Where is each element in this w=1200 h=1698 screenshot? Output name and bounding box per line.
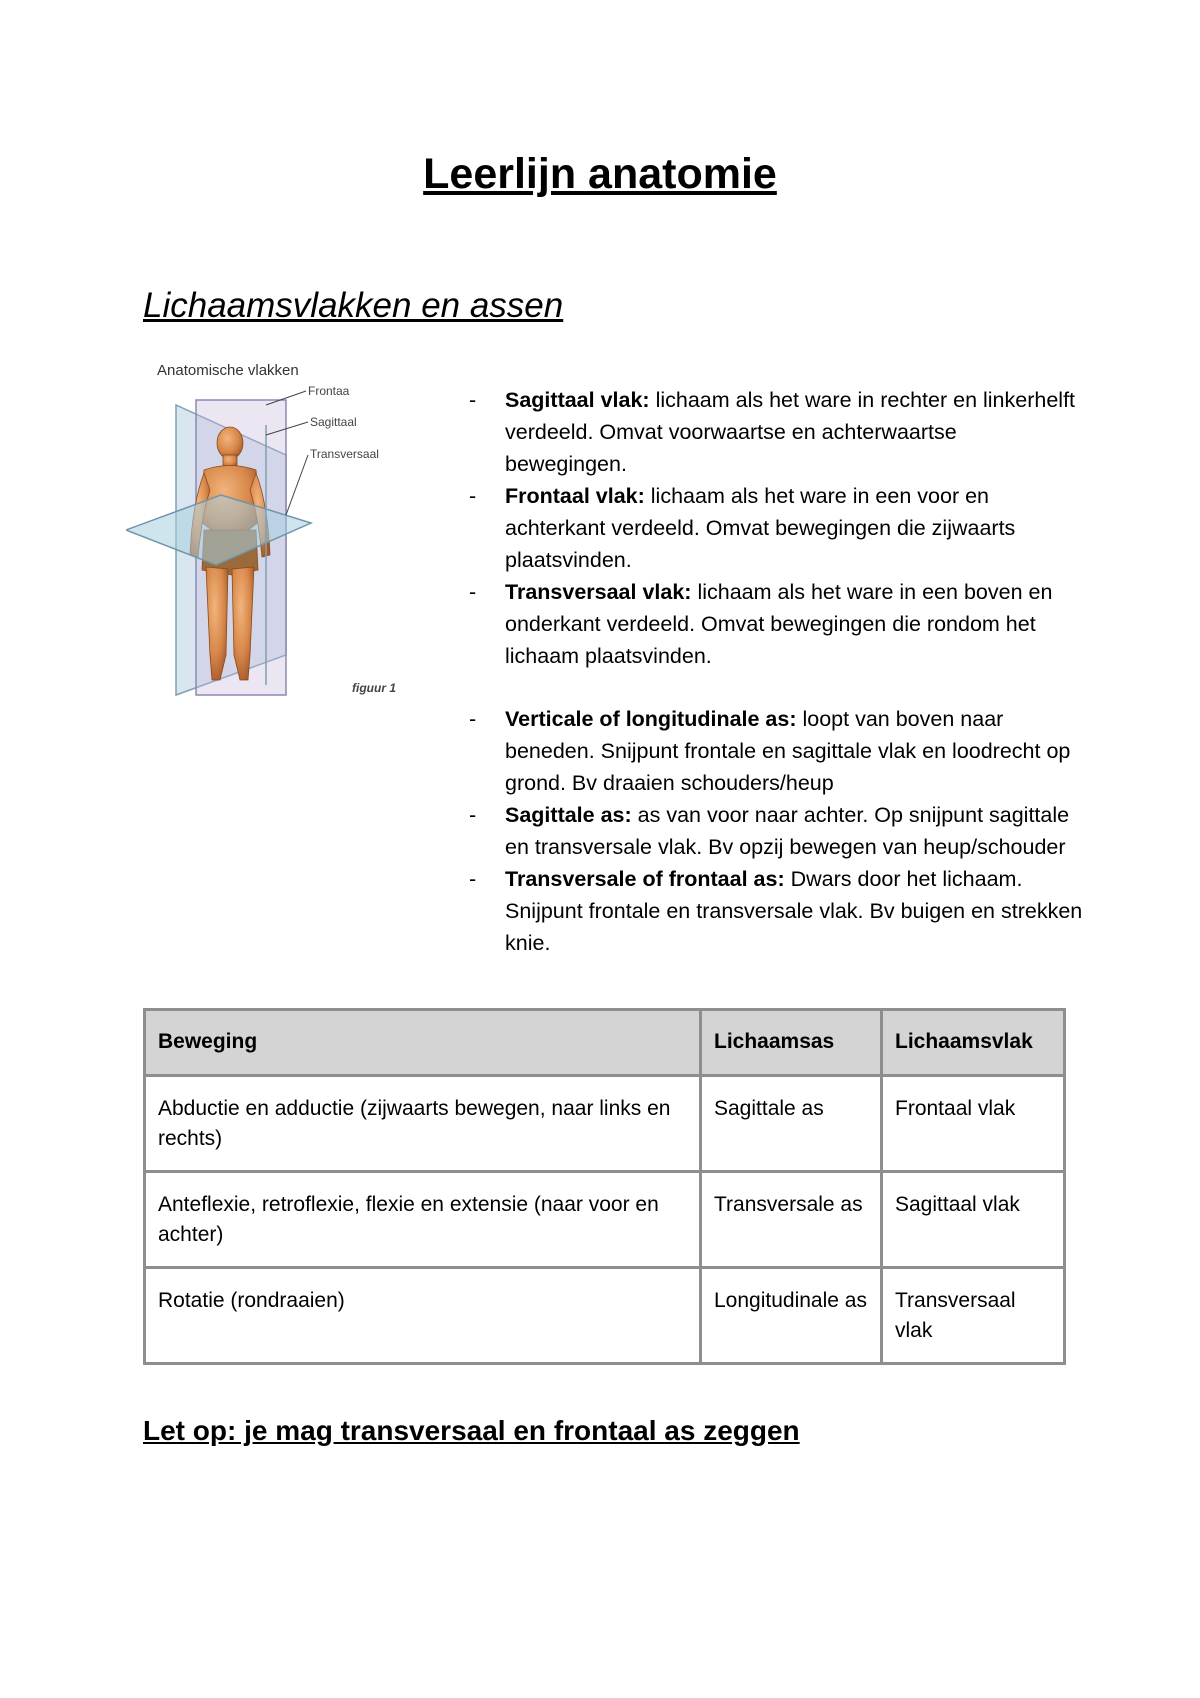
figure-label-frontal: Frontaa — [308, 384, 350, 398]
table-row — [145, 1076, 1065, 1172]
anatomical-planes-figure — [126, 355, 416, 705]
table-cell: Transversaal vlak — [882, 1268, 1065, 1364]
table-header-lichaamsvlak: Lichaamsvlak — [882, 1010, 1065, 1076]
table-cell: Transversale as — [701, 1172, 882, 1268]
section-title: Lichaamsvlakken en assen — [143, 286, 564, 325]
table-header-row — [145, 1010, 1065, 1076]
list-item: - Transversaal vlak: lichaam als het ware in een boven en onderkant verdeeld. Omvat bewegingen die rondom het lichaam plaatsvinden. — [463, 576, 1083, 672]
table-cell: Anteflexie, retroflexie, flexie en extensie (naar voor en achter) — [145, 1172, 701, 1268]
planes-list — [463, 384, 1083, 672]
table-row — [145, 1172, 1065, 1268]
figure-caption: figuur 1 — [352, 681, 396, 695]
figure-label-sagittal: Sagittaal — [310, 415, 357, 429]
movement-table — [143, 1008, 1066, 1365]
figure-label-transversal: Transversaal — [310, 447, 379, 461]
list-item: - Frontaal vlak: lichaam als het ware in een voor en achterkant verdeeld. Omvat bewegingen die zijwaarts plaatsvinden. — [463, 480, 1083, 576]
figure-heading: Anatomische vlakken — [157, 362, 299, 379]
table-header-beweging: Beweging — [145, 1010, 701, 1076]
document-title: Leerlijn anatomie — [423, 150, 777, 198]
list-item: - Transversale of frontaal as: Dwars door het lichaam. Snijpunt frontale en transversale vlak. Bv buigen en strekken knie. — [463, 863, 1083, 959]
table-cell: Rotatie (rondraaien) — [145, 1268, 701, 1364]
axes-list — [463, 703, 1083, 959]
list-item: - Sagittale as: as van voor naar achter. Op snijpunt sagittale en transversale vlak. Bv opzij bewegen van heup/schouder — [463, 799, 1083, 863]
note-text: Let op: je mag transversaal en frontaal as zeggen — [143, 1415, 800, 1446]
table-cell: Abductie en adductie (zijwaarts bewegen, naar links en rechts) — [145, 1076, 701, 1172]
table-cell: Sagittaal vlak — [882, 1172, 1065, 1268]
list-item: - Sagittaal vlak: lichaam als het ware in rechter en linkerhelft verdeeld. Omvat voorwaartse en achterwaartse bewegingen. — [463, 384, 1083, 480]
table-header-lichaamsas: Lichaamsas — [701, 1010, 882, 1076]
table-cell: Frontaal vlak — [882, 1076, 1065, 1172]
table-cell: Sagittale as — [701, 1076, 882, 1172]
table-cell: Longitudinale as — [701, 1268, 882, 1364]
table-row — [145, 1268, 1065, 1364]
list-item: - Verticale of longitudinale as: loopt van boven naar beneden. Snijpunt frontale en sagittale vlak en loodrecht op grond. Bv draaien schouders/heup — [463, 703, 1083, 799]
